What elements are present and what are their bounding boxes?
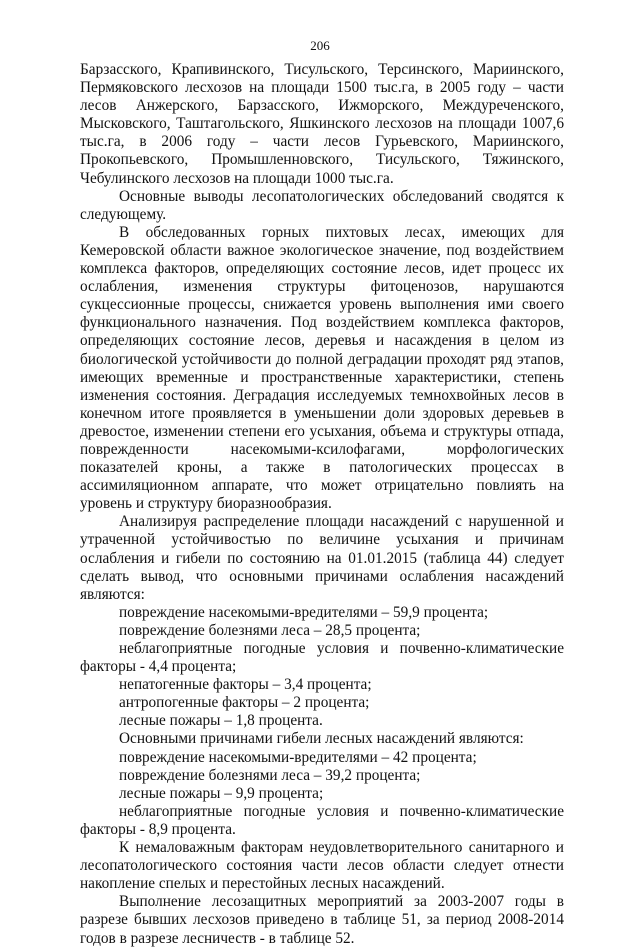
list-item: повреждение насекомыми-вредителями – 42 процента; xyxy=(119,748,477,766)
paragraph-unsatisfactory-factors: К немаловажным факторам неудовлетворительного санитарного и лесопатологического состояния части лесов области следует отнести накопление спелых и перестойных лесных насаждений. xyxy=(80,839,564,893)
paragraph-continuation: Барзасского, Крапивинского, Тисульского, Терсинского, Мариинского, Пермяковского лесхозов на площади 1500 тыс.га, в 2005 году – части лесов Анжерского, Барзасского, Ижморского, Междуреченского, Мысковского, Таштагольского, Яшкинского лесхозов на площади 1007,6 тыс.га, в 2006 году – части лесов Гурьевского, Мариинского, Прокопьевского, Промышленновского, Тисульского, Тяжинского, Чебулинского лесхозов на площади 1000 тыс.га. xyxy=(80,61,564,187)
list-item: непатогенные факторы – 3,4 процента; xyxy=(119,676,372,694)
paragraph-analysis: Анализируя распределение площади насаждений с нарушенной и утраченной устойчивостью по величине усыхания и причинам ослабления и гибели по состоянию на 01.01.2015 (таблица 44) следует сделать вывод, что основными причинами ослабления насаждений являются: xyxy=(80,513,564,603)
paragraph-protection-measures: Выполнение лесозащитных мероприятий за 2003-2007 годы в разрезе бывших лесхозов приведено в таблице 51, за период 2008-2014 годов в разрезе лесничеств - в таблице 52. xyxy=(80,893,564,947)
page-number: 206 xyxy=(310,38,330,53)
list-item: повреждение болезнями леса – 39,2 процента; xyxy=(119,766,421,784)
list-item: лесные пожары – 1,8 процента. xyxy=(119,712,323,730)
list-item: неблагоприятные погодные условия и почвенно-климатические факторы - 4,4 процента; xyxy=(80,640,564,676)
list-item: неблагоприятные погодные условия и почвенно-климатические факторы - 8,9 процента. xyxy=(80,802,564,838)
list-item: антропогенные факторы – 2 процента; xyxy=(119,694,370,712)
list-heading: Основными причинами гибели лесных насаждений являются: xyxy=(119,730,524,748)
list-item: повреждение болезнями леса – 28,5 процента; xyxy=(119,621,421,639)
paragraph-conclusions-intro: Основные выводы лесопатологических обследований сводятся к следующему. xyxy=(80,187,564,223)
body-text xyxy=(80,61,564,948)
list-item: повреждение насекомыми-вредителями – 59,9 процента; xyxy=(119,603,489,621)
paragraph-mountain-fir-forests: В обследованных горных пихтовых лесах, имеющих для Кемеровской области важное экологическое значение, под воздействием комплекса факторов, определяющих состояние лесов, идет процесс их ослабления, изменения структуры фитоценозов, нарушаются сукцессионные процессы, снижается уровень выполнения ими своего функционального назначения. Под воздействием комплекса факторов, определяющих состояние лесов, деревья и насаждения в целом из биологической устойчивости до полной деградации проходят ряд этапов, имеющих временные и пространственные характеристики, степень изменения состояния. Деградация исследуемых темнохвойных лесов в конечном итоге проявляется в уменьшении доли здоровых деревьев в древостое, изменении степени его усыхания, объема и структуры отпада, поврежденности насекомыми-ксилофагами, морфологических показателей кроны, а также в патологических процессах в ассимиляционном аппарате, что может отрицательно повлиять на уровень и структуру биоразнообразия. xyxy=(80,223,564,513)
list-item: лесные пожары – 9,9 процента; xyxy=(119,784,324,802)
